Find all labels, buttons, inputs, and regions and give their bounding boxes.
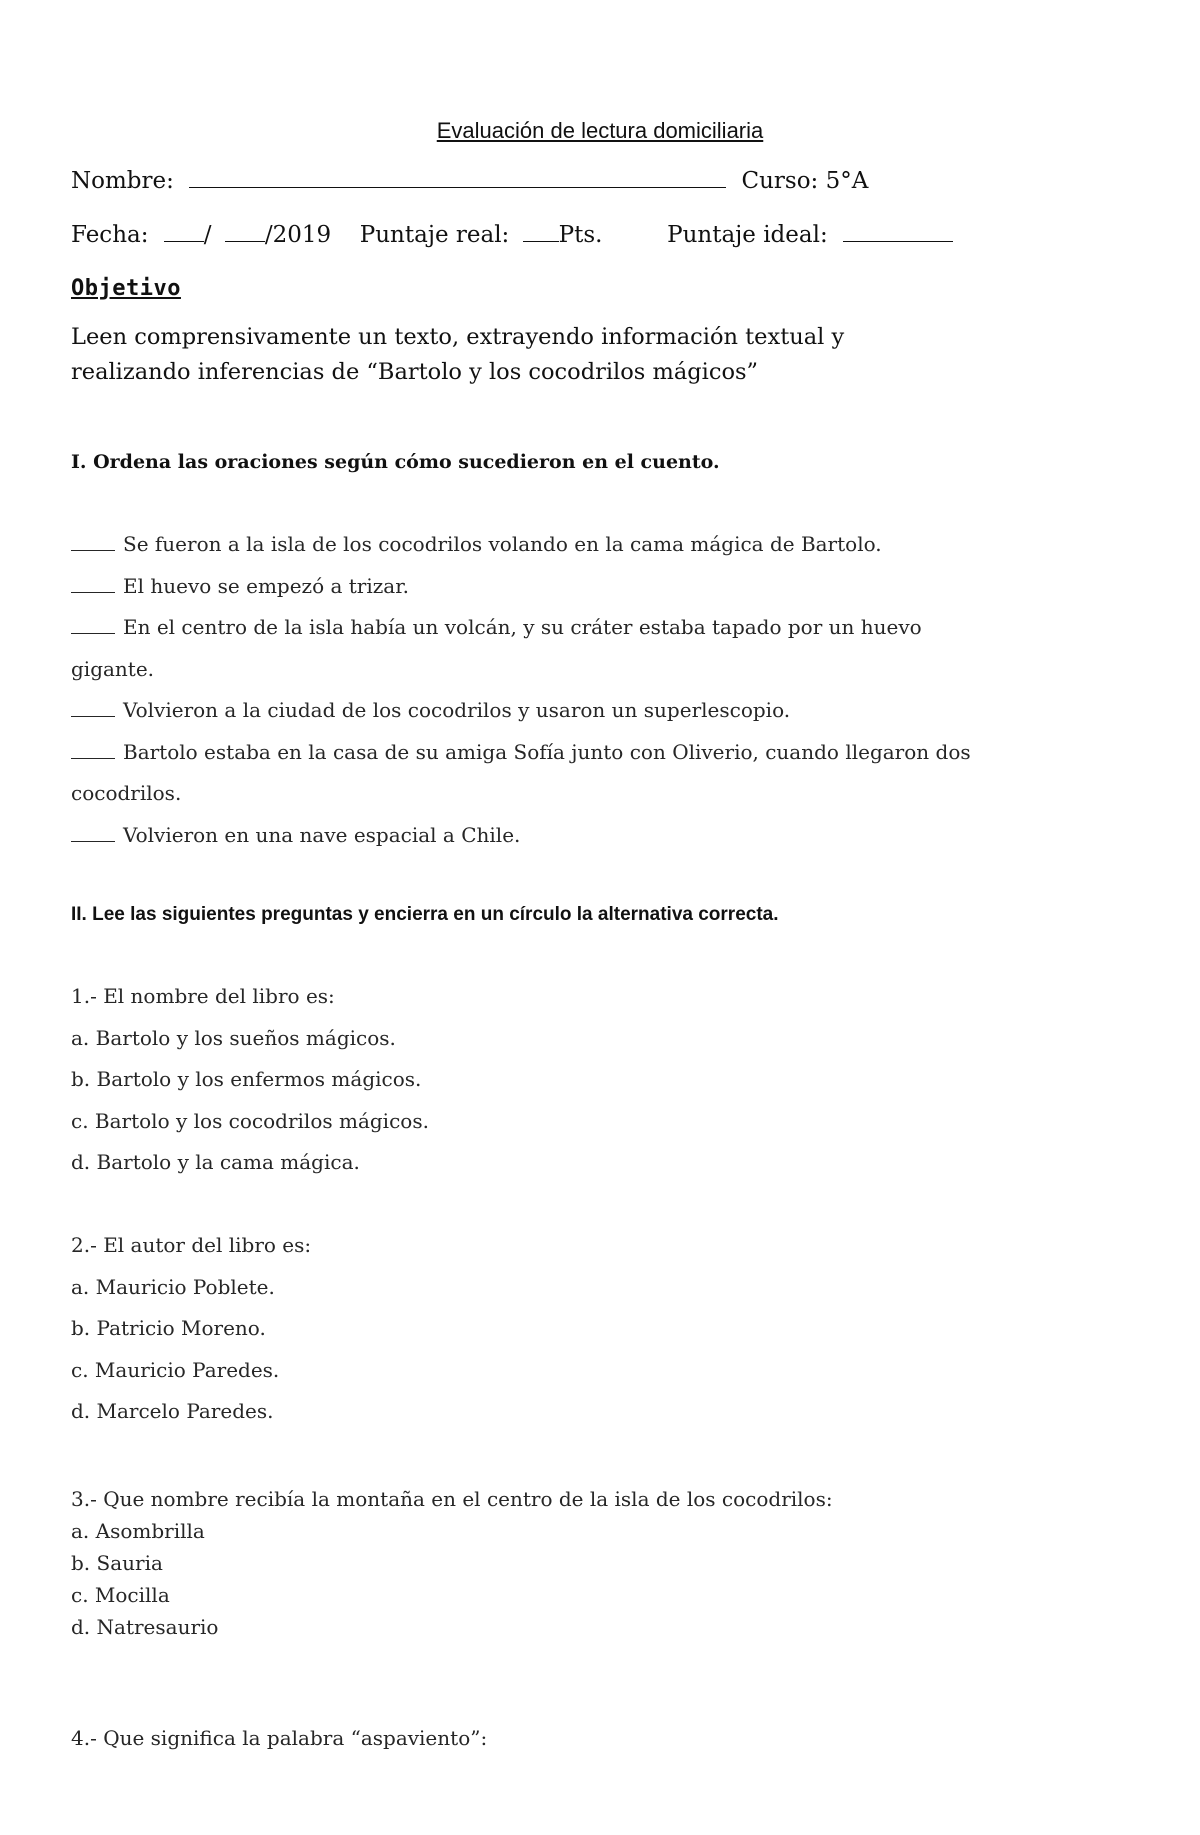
fecha-day-field[interactable] xyxy=(164,240,204,242)
order-item: Volvieron a la ciudad de los cocodrilos y usaron un superlescopio. xyxy=(71,698,790,722)
document-title: Evaluación de lectura domiciliaria xyxy=(436,118,764,143)
question-1: 1.- El nombre del libro es: xyxy=(71,984,335,1008)
question-1-option-c[interactable]: c. Bartolo y los cocodrilos mágicos. xyxy=(71,1109,429,1133)
question-1-option-a[interactable]: a. Bartolo y los sueños mágicos. xyxy=(71,1026,396,1050)
objective-heading: Objetivo xyxy=(71,276,181,301)
puntaje-ideal-label: Puntaje ideal: xyxy=(667,222,828,248)
order-item-continuation: cocodrilos. xyxy=(71,781,182,805)
question-2-option-a[interactable]: a. Mauricio Poblete. xyxy=(71,1275,275,1299)
question-1-option-d[interactable]: d. Bartolo y la cama mágica. xyxy=(71,1150,360,1174)
order-blank[interactable] xyxy=(71,550,115,551)
objective-line-2: realizando inferencias de “Bartolo y los cocodrilos mágicos” xyxy=(71,359,759,385)
question-4: 4.- Que significa la palabra “aspaviento”: xyxy=(71,1726,488,1750)
question-3-option-a[interactable]: a. Asombrilla xyxy=(71,1519,205,1543)
section-2-title: II. Lee las siguientes preguntas y encierra en un círculo la alternativa correcta. xyxy=(71,904,779,925)
order-item: Volvieron en una nave espacial a Chile. xyxy=(71,823,520,847)
pts-label: Pts. xyxy=(558,222,603,248)
puntaje-ideal-field[interactable] xyxy=(843,240,953,242)
question-2-option-d[interactable]: d. Marcelo Paredes. xyxy=(71,1399,274,1423)
order-blank[interactable] xyxy=(71,841,115,842)
question-3-option-d[interactable]: d. Natresaurio xyxy=(71,1615,219,1639)
order-item: En el centro de la isla había un volcán, y su cráter estaba tapado por un huevo xyxy=(71,615,922,639)
order-item-continuation: gigante. xyxy=(71,657,155,681)
name-row xyxy=(71,168,868,194)
fecha-separator: / xyxy=(203,222,212,248)
objective-line-1: Leen comprensivamente un texto, extrayendo información textual y xyxy=(71,324,845,350)
nombre-field[interactable] xyxy=(189,186,726,188)
order-blank[interactable] xyxy=(71,592,115,593)
question-2: 2.- El autor del libro es: xyxy=(71,1233,312,1257)
question-3-option-c[interactable]: c. Mocilla xyxy=(71,1583,170,1607)
fecha-month-field[interactable] xyxy=(225,240,265,242)
question-2-option-b[interactable]: b. Patricio Moreno. xyxy=(71,1316,266,1340)
nombre-label: Nombre: xyxy=(71,168,174,194)
fecha-row xyxy=(71,222,953,248)
order-blank[interactable] xyxy=(71,716,115,717)
question-2-option-c[interactable]: c. Mauricio Paredes. xyxy=(71,1358,280,1382)
order-item: Se fueron a la isla de los cocodrilos volando en la cama mágica de Bartolo. xyxy=(71,532,882,556)
fecha-label: Fecha: xyxy=(71,222,149,248)
section-1-title: I. Ordena las oraciones según cómo sucedieron en el cuento. xyxy=(71,451,720,473)
puntaje-real-field[interactable] xyxy=(523,240,559,242)
fecha-year: /2019 xyxy=(264,222,332,248)
question-3: 3.- Que nombre recibía la montaña en el centro de la isla de los cocodrilos: xyxy=(71,1487,833,1511)
order-blank[interactable] xyxy=(71,758,115,759)
question-3-option-b[interactable]: b. Sauria xyxy=(71,1551,163,1575)
puntaje-real-label: Puntaje real: xyxy=(359,222,510,248)
order-item: El huevo se empezó a trizar. xyxy=(71,574,409,598)
curso-label: Curso: 5°A xyxy=(741,168,869,194)
order-blank[interactable] xyxy=(71,633,115,634)
order-item: Bartolo estaba en la casa de su amiga Sofía junto con Oliverio, cuando llegaron dos xyxy=(71,740,971,764)
question-1-option-b[interactable]: b. Bartolo y los enfermos mágicos. xyxy=(71,1067,422,1091)
